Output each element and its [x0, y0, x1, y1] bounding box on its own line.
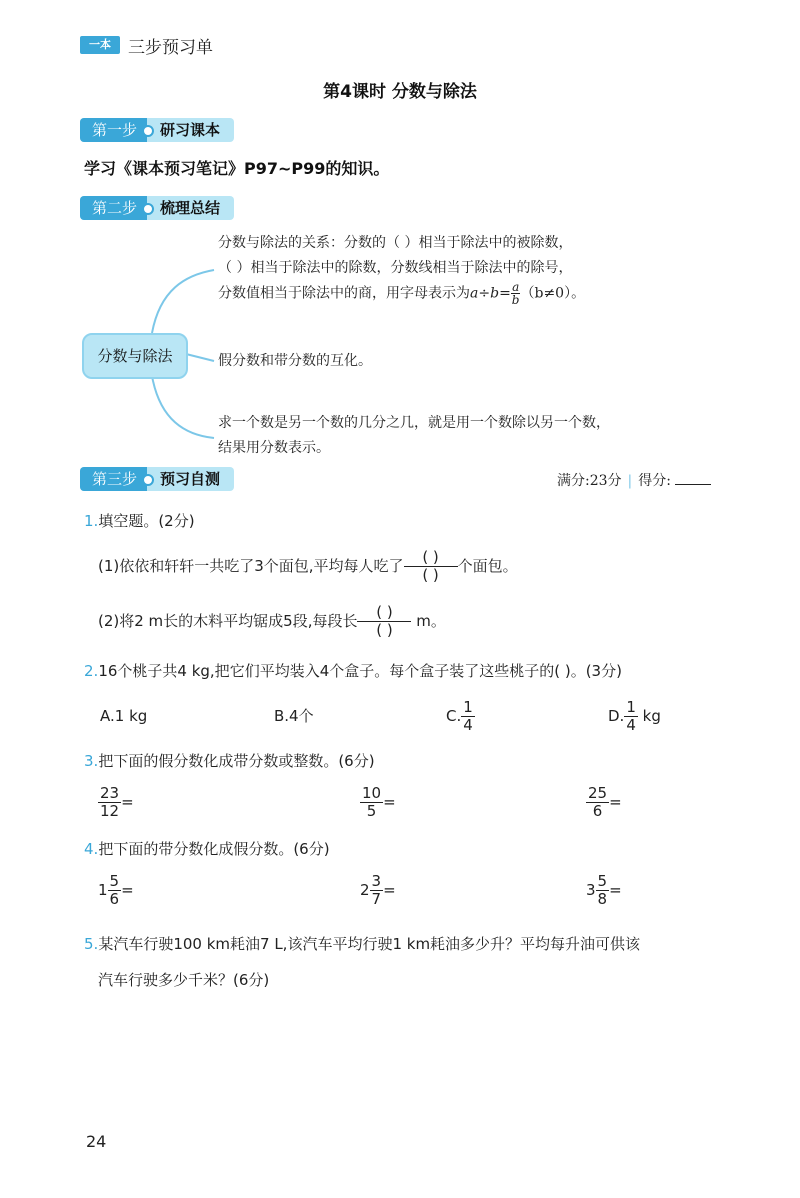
question-2 — [84, 660, 622, 681]
brand-badge: 一本 — [80, 36, 120, 54]
q4-item-2 — [360, 873, 396, 908]
q2-option-b[interactable]: B.4个 — [274, 707, 314, 725]
step2-tag: 第二步 — [80, 196, 147, 220]
q4-item-1-fraction — [108, 873, 122, 908]
question-4-text: 把下面的带分数化成假分数。(6分) — [98, 840, 330, 858]
question-2-text: 16个桃子共4 kg,把它们平均装入4个盒子。每个盒子装了这些桃子的( )。(3分) — [98, 662, 622, 680]
q2-option-c[interactable] — [446, 697, 475, 735]
sub1-suffix: 个面包。 — [457, 557, 518, 575]
q4-item-1-den: 6 — [109, 890, 120, 908]
sub2-blank-den: ( ) — [376, 621, 393, 639]
mindmap-branch-relation — [218, 231, 585, 307]
option-d-unit: kg — [642, 707, 661, 725]
option-d-num: 1 — [626, 698, 636, 716]
question-4-number: 4. — [84, 840, 99, 858]
question-5-number: 5. — [84, 935, 99, 953]
question-4 — [84, 838, 330, 859]
option-c-fraction — [461, 699, 475, 734]
lesson-title: 第4课时 分数与除法 — [323, 82, 477, 102]
q4-item-2-den: 7 — [371, 890, 382, 908]
q4-item-1-eq: = — [121, 881, 134, 899]
q3-item-3-eq: = — [609, 793, 622, 811]
score-box — [557, 470, 711, 490]
page-number: 24 — [86, 1132, 107, 1151]
step3-dot-icon — [142, 474, 154, 486]
q2-option-d[interactable] — [608, 697, 661, 735]
formula-a: a — [470, 285, 479, 302]
sub2-answer-fraction[interactable] — [357, 604, 411, 639]
q3-item-2-eq: = — [383, 793, 396, 811]
relation-line2: （ ）相当于除法中的除数，分数线相当于除法中的除号， — [218, 260, 573, 276]
question-5-line1: 某汽车行驶100 km耗油7 L,该汽车平均行驶1 km耗油多少升？平均每升油可供该 — [98, 935, 641, 953]
step3-header — [80, 467, 234, 491]
question-1-sub1 — [98, 547, 518, 585]
score-full: 满分:23分 — [557, 473, 622, 489]
question-1 — [84, 510, 195, 531]
q4-item-3-den: 8 — [597, 890, 608, 908]
score-got-label: 得分: — [638, 473, 671, 489]
sub2-text: (2)将2 m长的木料平均锯成5段,每段长 — [98, 612, 358, 630]
option-c-den: 4 — [463, 716, 473, 734]
sub2-blank-num: ( ) — [357, 604, 411, 622]
q3-item-1-eq: = — [121, 793, 134, 811]
formula-frac-den: b — [511, 293, 520, 307]
q4-item-3-fraction — [596, 873, 610, 908]
step2-name: 梳理总结 — [160, 199, 221, 217]
mindmap-branch-fraction-of — [218, 411, 610, 461]
q3-item-2 — [360, 785, 396, 820]
q2-option-a[interactable]: A.1 kg — [100, 707, 148, 725]
sub1-text: (1)依依和轩轩一共吃了3个面包,平均每人吃了 — [98, 557, 404, 575]
q4-item-3-num: 5 — [597, 872, 608, 890]
formula-frac-num: a — [512, 280, 520, 294]
relation-line1: 分数与除法的关系：分数的（ ）相当于除法中的被除数， — [218, 235, 573, 251]
q4-item-2-num: 3 — [371, 872, 382, 890]
q4-item-2-whole: 2 — [360, 881, 370, 899]
q3-item-3-fraction — [586, 785, 609, 820]
q4-item-2-eq: = — [383, 881, 396, 899]
question-3 — [84, 750, 375, 771]
sub1-answer-fraction[interactable] — [404, 549, 458, 584]
sub1-blank-den: ( ) — [422, 566, 439, 584]
q3-item-1-fraction — [98, 785, 121, 820]
mindmap-center: 分数与除法 — [82, 333, 188, 379]
option-d-den: 4 — [626, 716, 636, 734]
q3-item-1-num: 23 — [100, 784, 120, 802]
question-2-number: 2. — [84, 662, 99, 680]
formula-eq: = — [499, 285, 511, 302]
option-d-label: D. — [608, 707, 625, 725]
option-c-num: 1 — [463, 698, 473, 716]
q3-item-2-num: 10 — [362, 784, 382, 802]
sub2-suffix: m。 — [416, 612, 446, 630]
fraction-of-line2: 结果用分数表示。 — [218, 440, 330, 456]
q4-item-3-eq: = — [609, 881, 622, 899]
step1-content: 学习《课本预习笔记》P97~P99的知识。 — [84, 159, 390, 178]
q4-item-2-fraction — [370, 873, 384, 908]
option-c-label: C. — [446, 707, 462, 725]
q3-item-2-den: 5 — [366, 802, 377, 820]
brand-name: 三步预习单 — [128, 38, 213, 58]
score-blank[interactable] — [675, 484, 711, 485]
q4-item-1-whole: 1 — [98, 881, 108, 899]
q3-item-3-den: 6 — [592, 802, 603, 820]
sub1-blank-num: ( ) — [404, 549, 458, 567]
q3-item-3 — [586, 785, 622, 820]
formula-condition: （b≠0）。 — [520, 285, 586, 302]
q4-item-1 — [98, 873, 134, 908]
mindmap-branch-conversion: 假分数和带分数的互化。 — [218, 353, 372, 369]
q3-item-1 — [98, 785, 134, 820]
fraction-of-line1: 求一个数是另一个数的几分之几，就是用一个数除以另一个数， — [218, 415, 610, 431]
question-5 — [84, 926, 764, 998]
score-separator: | — [627, 473, 633, 489]
question-3-text: 把下面的假分数化成带分数或整数。(6分) — [98, 752, 375, 770]
q3-item-2-fraction — [360, 785, 383, 820]
formula-b: b — [490, 285, 500, 302]
q3-item-3-num: 25 — [588, 784, 608, 802]
question-1-text: 填空题。(2分) — [98, 512, 195, 530]
question-5-line2: 汽车行驶多少千米？(6分) — [98, 971, 270, 989]
q3-item-1-den: 12 — [100, 802, 120, 820]
option-d-fraction — [624, 699, 638, 734]
formula-div: ÷ — [478, 285, 491, 302]
step1-tag: 第一步 — [80, 118, 147, 142]
relation-line3-text: 分数值相当于除法中的商，用字母表示为 — [218, 285, 470, 302]
step3-tag: 第三步 — [80, 467, 147, 491]
q4-item-1-num: 5 — [109, 872, 120, 890]
question-1-sub2 — [98, 602, 446, 640]
question-1-number: 1. — [84, 512, 99, 530]
step1-name: 研习课本 — [160, 121, 221, 139]
step3-name: 预习自测 — [160, 470, 221, 488]
q4-item-3 — [586, 873, 622, 908]
relation-line3 — [218, 281, 585, 307]
q4-item-3-whole: 3 — [586, 881, 596, 899]
question-3-number: 3. — [84, 752, 99, 770]
